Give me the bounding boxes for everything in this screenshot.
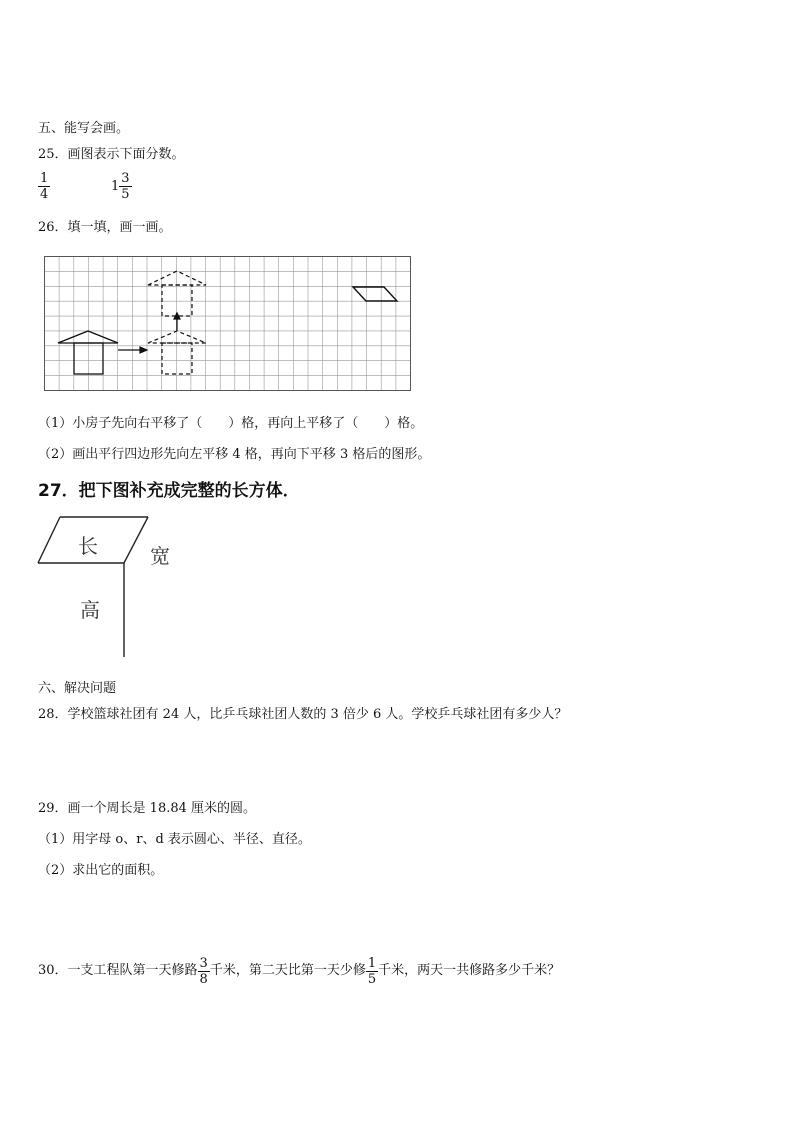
question-26-sub-1: （1）小房子先向右平移了（ ）格，再向上平移了（ ）格。	[38, 416, 424, 431]
mixed-number-one-three-fifths	[111, 171, 132, 202]
fraction-one-quarter	[38, 171, 50, 202]
question-30-part-1: 30．一支工程队第一天修路	[38, 963, 198, 978]
fraction-numerator: 3	[121, 171, 130, 186]
question-30-part-2: 千米，第二天比第一天少修	[209, 963, 366, 978]
label-height: 高	[80, 598, 100, 622]
question-29-text: 29．画一个周长是 18.84 厘米的圆。	[38, 801, 257, 816]
fraction-denominator: 5	[121, 187, 130, 202]
fraction-denominator: 5	[367, 971, 377, 987]
cuboid-partial-figure	[36, 515, 196, 665]
fraction-numerator: 1	[367, 955, 377, 971]
section-5-title: 五、能写会画。	[38, 121, 130, 136]
fraction-numerator: 1	[40, 171, 49, 186]
question-26-sub-2: （2）画出平行四边形先向左平移 4 格，再向下平移 3 格后的图形。	[38, 447, 431, 462]
section-6-title: 六、解决问题	[38, 681, 117, 696]
house-moved-up	[148, 271, 206, 316]
fraction-denominator: 8	[199, 971, 208, 987]
cuboid-top-right-edge	[124, 517, 148, 563]
cuboid-top-left-edge	[38, 517, 60, 563]
question-29-sub-1: （1）用字母 o、r、d 表示圆心、半径、直径。	[38, 832, 311, 847]
grid-lines	[45, 257, 411, 391]
question-26-text: 26．填一填，画一画。	[38, 220, 172, 235]
question-27-text: 27．把下图补充成完整的长方体．	[38, 481, 300, 501]
question-30-text	[38, 955, 560, 988]
house-moved-right	[148, 331, 206, 374]
question-30-part-3: 千米，两天一共修路多少千米？	[378, 963, 561, 978]
house-original	[58, 331, 118, 374]
fraction-denominator: 4	[40, 187, 49, 202]
parallelogram-shape	[353, 287, 397, 301]
fraction-numerator: 3	[199, 955, 208, 971]
question-29-sub-2: （2）求出它的面积。	[38, 863, 164, 878]
translation-grid-figure	[44, 256, 412, 392]
question-28-text: 28．学校篮球社团有 24 人，比乒乓球社团人数的 3 倍少 6 人。学校乒乓球社团有多少人？	[38, 707, 568, 722]
mixed-whole-part: 1	[111, 179, 120, 194]
label-width: 宽	[150, 544, 170, 568]
grid-border	[45, 257, 411, 391]
question-25-text: 25．画图表示下面分数。	[38, 147, 185, 162]
label-length: 长	[78, 534, 98, 558]
